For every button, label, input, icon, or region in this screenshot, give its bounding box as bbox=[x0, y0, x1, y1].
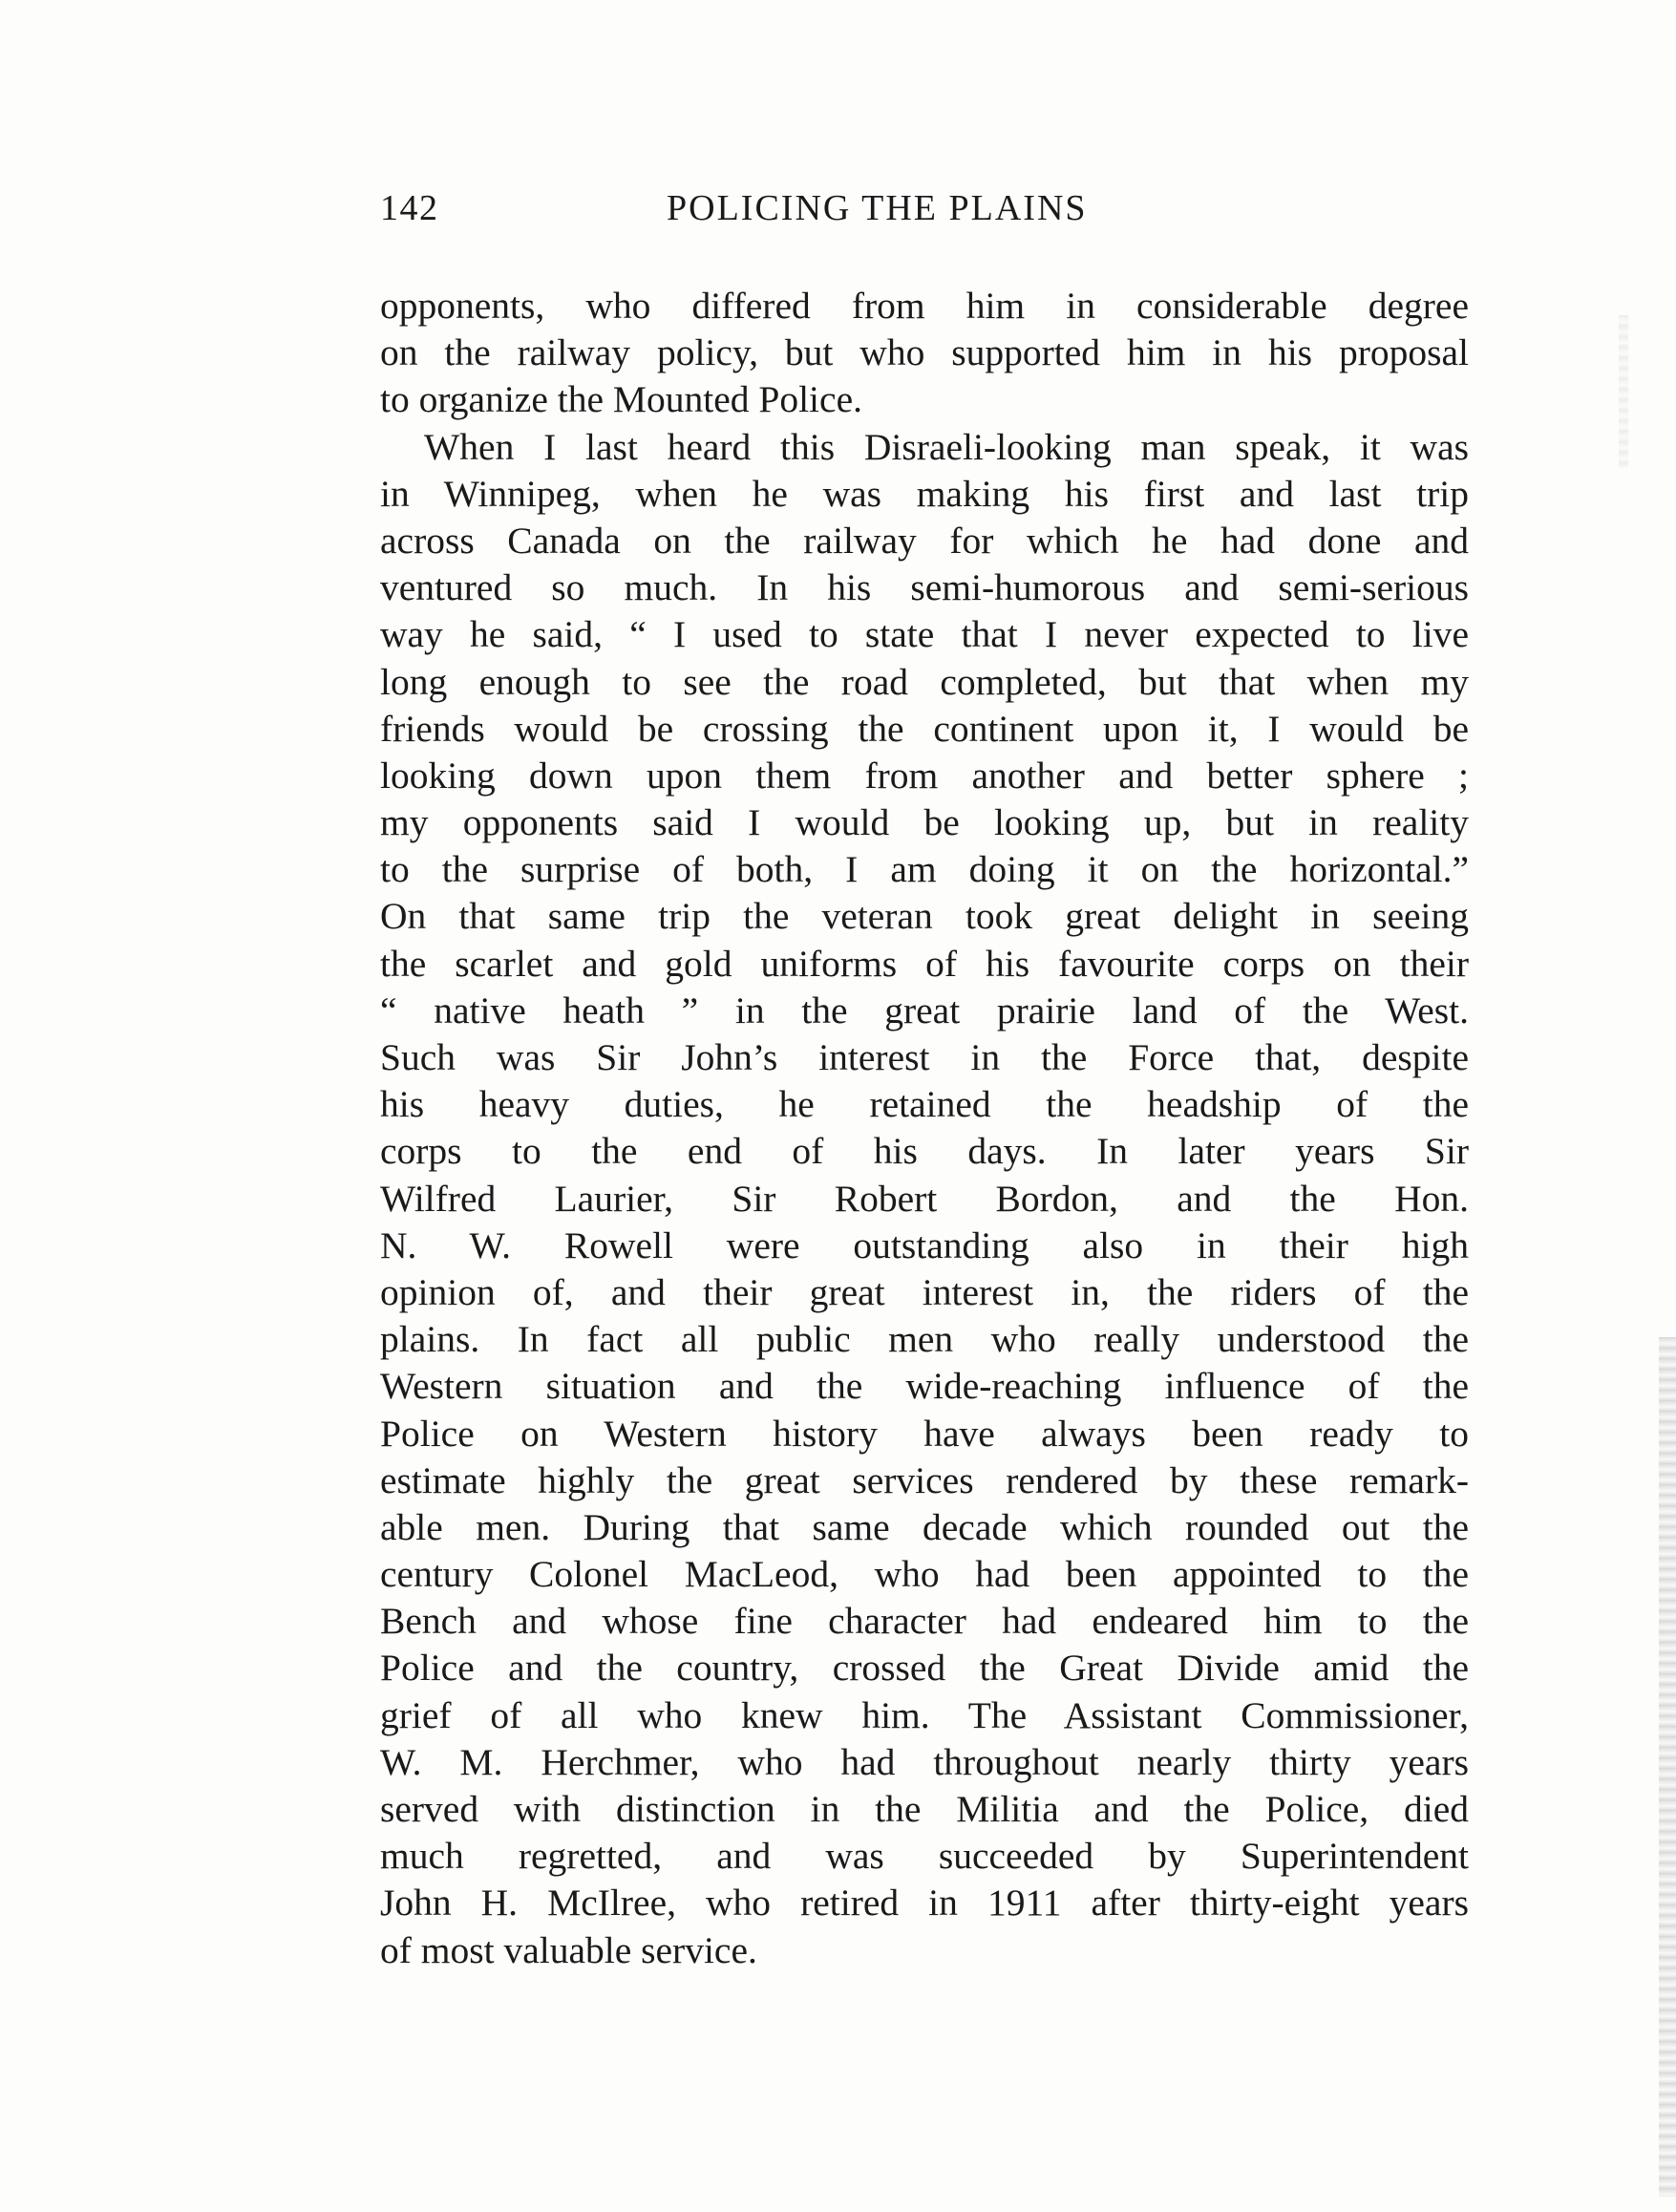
scan-edge-shadow bbox=[1619, 315, 1628, 468]
text-line: opinion of, and their great interest in, the riders of the bbox=[380, 1270, 1469, 1313]
text-line: to the surprise of both, I am doing it on the horizontal.” bbox=[380, 848, 1469, 891]
text-line: On that same trip the veteran took great delight in seeing bbox=[380, 895, 1469, 938]
text-line: the scarlet and gold uniforms of his favourite corps on their bbox=[380, 942, 1469, 985]
text-line: “ native heath ” in the great prairie land of the West. bbox=[380, 989, 1469, 1032]
text-line: way he said, “ I used to state that I never expected to live bbox=[380, 613, 1469, 656]
text-line: Wilfred Laurier, Sir Robert Bordon, and the Hon. bbox=[380, 1177, 1469, 1220]
text-line: long enough to see the road completed, but that when my bbox=[380, 660, 1469, 703]
text-line: W. M. Herchmer, who had throughout nearly thirty years bbox=[380, 1740, 1469, 1783]
text-line: across Canada on the railway for which he had done and bbox=[380, 519, 1469, 562]
text-line: my opponents said I would be looking up, but in reality bbox=[380, 801, 1469, 844]
text-line: to organize the Mounted Police. bbox=[380, 378, 862, 421]
text-line: N. W. Rowell were outstanding also in their high bbox=[380, 1223, 1469, 1266]
text-line: grief of all who knew him. The Assistant Commissioner, bbox=[380, 1693, 1469, 1736]
text-line: corps to the end of his days. In later years Sir bbox=[380, 1130, 1469, 1173]
text-line: his heavy duties, he retained the headship of the bbox=[380, 1083, 1469, 1126]
page-header bbox=[380, 187, 1490, 239]
text-line: served with distinction in the Militia and the Police, died bbox=[380, 1788, 1469, 1830]
text-line: opponents, who differed from him in considerable degree bbox=[380, 285, 1469, 327]
text-line: ventured so much. In his semi-humorous and semi-serious bbox=[380, 566, 1469, 609]
text-line: looking down upon them from another and better sphere ; bbox=[380, 754, 1469, 797]
text-line: much regretted, and was succeeded by Superintendent bbox=[380, 1835, 1469, 1878]
text-line: Such was Sir John’s interest in the Force that, despite bbox=[380, 1036, 1469, 1078]
text-line: friends would be crossing the continent upon it, I would be bbox=[380, 707, 1469, 750]
text-line: century Colonel MacLeod, who had been appointed to the bbox=[380, 1553, 1469, 1596]
text-line: Bench and whose fine character had endeared him to the bbox=[380, 1600, 1469, 1643]
text-line: of most valuable service. bbox=[380, 1928, 757, 1971]
scan-edge-shadow bbox=[1659, 1337, 1676, 2197]
text-line: plains. In fact all public men who really understood the bbox=[380, 1318, 1469, 1361]
text-line: able men. During that same decade which rounded out the bbox=[380, 1505, 1469, 1548]
running-title: POLICING THE PLAINS bbox=[667, 188, 1088, 228]
text-line: Police on Western history have always been ready to bbox=[380, 1412, 1469, 1455]
text-line: John H. McIlree, who retired in 1911 after thirty-eight years bbox=[380, 1882, 1469, 1925]
text-line: Police and the country, crossed the Great Divide amid the bbox=[380, 1647, 1469, 1690]
body-text bbox=[380, 283, 1469, 1974]
page-number: 142 bbox=[380, 188, 439, 228]
text-line: Western situation and the wide-reaching influence of the bbox=[380, 1365, 1469, 1408]
text-line: on the railway policy, but who supported him in his proposal bbox=[380, 331, 1469, 374]
text-line: When I last heard this Disraeli-looking man speak, it was bbox=[424, 425, 1469, 468]
text-line: estimate highly the great services rendered by these remark- bbox=[380, 1458, 1469, 1501]
text-line: in Winnipeg, when he was making his first and last trip bbox=[380, 472, 1469, 515]
